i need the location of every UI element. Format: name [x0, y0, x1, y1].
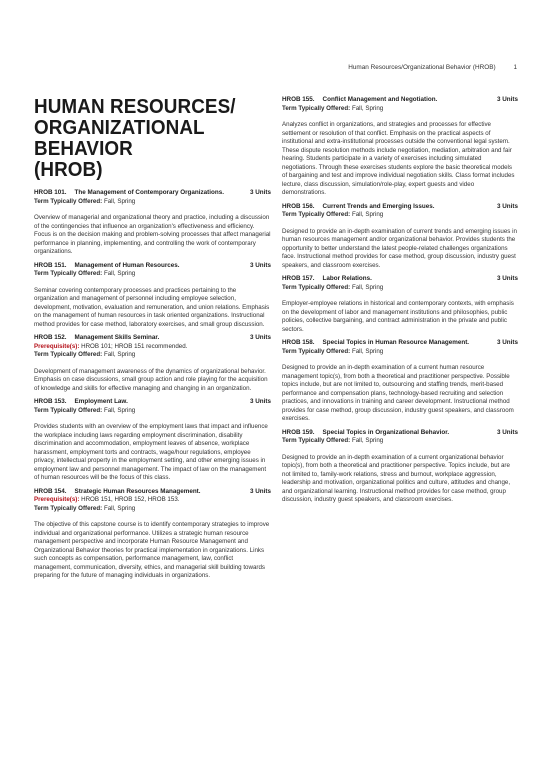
course-title: Management Skills Seminar. — [74, 334, 160, 341]
course-heading — [34, 398, 271, 407]
prerequisites-label: Prerequisite(s): — [34, 342, 80, 350]
course-code: HROB 153. — [34, 398, 67, 405]
term-offered-label: Term Typically Offered: — [34, 406, 103, 414]
course-hrob-155 — [282, 96, 518, 198]
term-offered-value: Fall, Spring — [351, 211, 384, 218]
course-description: Seminar covering contemporary processes and practices pertaining to the organization and management of personnel including employee selection, development, motivation, evaluation and remuneration, and union relations. Emphasis on the management of human resources in task oriented organizations. Instructional method provides for case method, laboratory exercises, and small group discussion. — [34, 286, 270, 328]
course-units: 3 Units — [497, 428, 518, 436]
course-units: 3 Units — [250, 398, 271, 405]
course-hrob-154 — [34, 488, 271, 581]
course-description: Employer-employee relations in historical and contemporary contexts, with emphasis on the development of labor and management institutions and philosophies, public policies, collective bargaining, and contract administration in the private and public sectors. — [282, 300, 514, 333]
document-title — [34, 96, 252, 180]
course-units: 3 Units — [497, 339, 518, 346]
term-offered-label: Term Typically Offered: — [282, 104, 351, 112]
course-heading — [282, 429, 518, 438]
course-title: Employment Law. — [74, 398, 128, 405]
course-title: Conflict Management and Negotiation. — [322, 96, 438, 103]
course-heading — [282, 203, 518, 212]
course-heading — [34, 262, 271, 271]
course-title: Management of Human Resources. — [74, 261, 180, 269]
page-header — [348, 64, 517, 71]
course-units: 3 Units — [250, 487, 271, 495]
course-hrob-152 — [34, 334, 271, 393]
term-offered — [34, 198, 271, 207]
course-code: HROB 157. — [282, 275, 315, 282]
course-heading — [34, 189, 271, 198]
term-offered-value: Fall, Spring — [351, 437, 384, 444]
term-offered — [34, 351, 271, 360]
course-title: The Management of Contemporary Organizations. — [74, 189, 224, 196]
course-code: HROB 155. — [282, 96, 315, 103]
course-heading — [282, 339, 518, 348]
prerequisites — [34, 496, 271, 505]
term-offered-value: Fall, Spring — [351, 283, 384, 291]
term-offered — [34, 407, 271, 416]
term-offered-value: Fall, Spring — [103, 406, 136, 414]
term-offered-label: Term Typically Offered: — [34, 504, 103, 512]
course-hrob-153 — [34, 398, 271, 483]
course-description: Analyzes conflict in organizations, and strategies and processes for effective settlement or resolution of that conflict. Emphasis on the practical aspects of institutional and extra-institutional processes outside the conventional legal system. These dispute resolution methods include negotiation, mediation, arbitration and fair hearing. Students participate in a variety of exercises including simulated negotiations. Through these exercises students explore the basic theoretical models of bargaining and test and improve individual negotiation skills. Class format includes lecture, class discussion, simulation/role-play, expert guests and video demonstrations. — [282, 121, 515, 196]
course-code: HROB 156. — [282, 202, 315, 210]
course-code: HROB 151. — [34, 261, 67, 269]
term-offered-value: Fall, Spring — [103, 270, 136, 277]
term-offered — [34, 505, 271, 514]
term-offered — [282, 105, 518, 114]
course-description: Designed to provide an in-depth examination of current trends and emerging issues in human resources management and/or organizational behavior. Provides students the opportunity to better understand the latest people-related challenges organizations face. Instructional method provides for case method, group discussion, industry guest speakers, and classroom exercises. — [282, 227, 517, 269]
course-heading — [34, 334, 271, 343]
course-units: 3 Units — [497, 275, 518, 282]
prerequisites — [34, 343, 271, 352]
course-heading — [34, 488, 271, 497]
right-column — [282, 96, 518, 510]
document-title-line-3: (HROB) — [34, 158, 103, 181]
course-heading — [282, 275, 518, 284]
course-description: The objective of this capstone course is to identify contemporary strategies to improve individual and organizational performance. Utilizes a strategic human resource management perspective and incorporate Human Resource Management and Organizational Behavior theories for practical implementation in organizations. Links such concepts as compensation, performance management, law, conflict management, communication, diversity, ethics, and managerial skill building towards preparing for the future of managing individuals in organizations. — [34, 521, 270, 579]
term-offered-value: Fall, Spring — [351, 104, 384, 112]
term-offered — [282, 284, 518, 293]
course-hrob-101 — [34, 189, 271, 257]
term-offered-value: Fall, Spring — [103, 351, 136, 358]
document-title-line-2: ORGANIZATIONAL BEHAVIOR — [34, 116, 205, 160]
course-title: Strategic Human Resources Management. — [74, 487, 201, 495]
course-code: HROB 101. — [34, 189, 67, 196]
term-offered-label: Term Typically Offered: — [282, 347, 351, 355]
course-description: Designed to provide an in-depth examination of a current human resource management topic(s), from both a theoretical and practitioner perspective. Possible topics include, but are not limited to, outsourcing and staffing trends, merit-based performance and compensation plans, technology-based recruiting and selection practices, and innovations in training and career development. Instructional method provides for case method, group discussion, industry guest speakers, and classroom exercises. — [282, 364, 514, 422]
course-description: Designed to provide an in-depth examination of a current organizational behavior topic(s), from both a theoretical and practitioner perspective. Topics include, but are not limited to, family-work relations, stress and burnout, workplace aggression, leadership and motivation, organizational politics and culture, attitudes and change, and organizational learning. Instructional method provides for case method, group discussion, industry guest speakers, and classroom exercises. — [282, 453, 511, 503]
course-units: 3 Units — [497, 202, 518, 210]
running-header-title: Human Resources/Organizational Behavior (HROB) — [348, 64, 496, 71]
course-description: Development of management awareness of the dynamics of organizational behavior. Emphasis on case discussions, small group action and role playing for the acquisition of knowledge and skills for effective managing and changing in an organization. — [34, 367, 268, 392]
course-title: Labor Relations. — [322, 275, 372, 282]
term-offered-label: Term Typically Offered: — [34, 197, 103, 205]
course-units: 3 Units — [250, 261, 271, 269]
course-heading — [282, 96, 518, 105]
term-offered — [282, 211, 518, 220]
term-offered — [282, 348, 518, 357]
course-hrob-159 — [282, 429, 518, 505]
prerequisites-label: Prerequisite(s): — [34, 496, 80, 503]
term-offered-value: Fall, Spring — [103, 504, 136, 512]
course-units: 3 Units — [497, 96, 518, 103]
course-description: Overview of managerial and organizational theory and practice, including a discussion of the contingencies that influence an organization's effectiveness and efficiency. Focus is on the decision making and problem-solving processes that affect managerial performance in planning, implementing, and controlling the work of contemporary organizations. — [34, 214, 271, 255]
prerequisites-value: HROB 101; HROB 151 recommended. — [81, 342, 188, 350]
term-offered — [34, 270, 271, 279]
course-hrob-156 — [282, 203, 518, 271]
term-offered-label: Term Typically Offered: — [282, 283, 351, 291]
course-title: Special Topics in Human Resource Management. — [322, 339, 470, 346]
document-title-line-1: HUMAN RESOURCES/ — [34, 95, 236, 118]
term-offered-value: Fall, Spring — [351, 347, 384, 355]
left-column — [34, 96, 271, 586]
course-code: HROB 154. — [34, 487, 67, 495]
prerequisites-value: HROB 151, HROB 152, HROB 153. — [81, 496, 180, 503]
course-code: HROB 158. — [282, 339, 315, 346]
term-offered-label: Term Typically Offered: — [34, 270, 103, 277]
course-title: Special Topics in Organizational Behavior. — [322, 428, 450, 436]
course-code: HROB 159. — [282, 428, 315, 436]
course-description: Provides students with an overview of the employment laws that impact and influence the workplace including laws regarding employment discrimination, disability discrimination and accommodation, employment leaves of absence, workplace harassment, employment torts and contracts, wage/hour regulations, employee privacy, intellectual property in the employment setting, and other emerging issues in employment law and personnel management. The impact of law on the management of human resources will be the focus of this class. — [34, 423, 268, 481]
term-offered-value: Fall, Spring — [103, 197, 136, 205]
term-offered-label: Term Typically Offered: — [34, 351, 103, 358]
course-code: HROB 152. — [34, 334, 67, 341]
term-offered-label: Term Typically Offered: — [282, 211, 351, 218]
course-hrob-158 — [282, 339, 518, 424]
course-hrob-151 — [34, 262, 271, 330]
course-units: 3 Units — [250, 334, 271, 341]
term-offered-label: Term Typically Offered: — [282, 437, 351, 444]
course-units: 3 Units — [250, 189, 271, 196]
course-hrob-157 — [282, 275, 518, 334]
term-offered — [282, 437, 518, 446]
course-title: Current Trends and Emerging Issues. — [322, 202, 435, 210]
page-number: 1 — [513, 64, 517, 71]
